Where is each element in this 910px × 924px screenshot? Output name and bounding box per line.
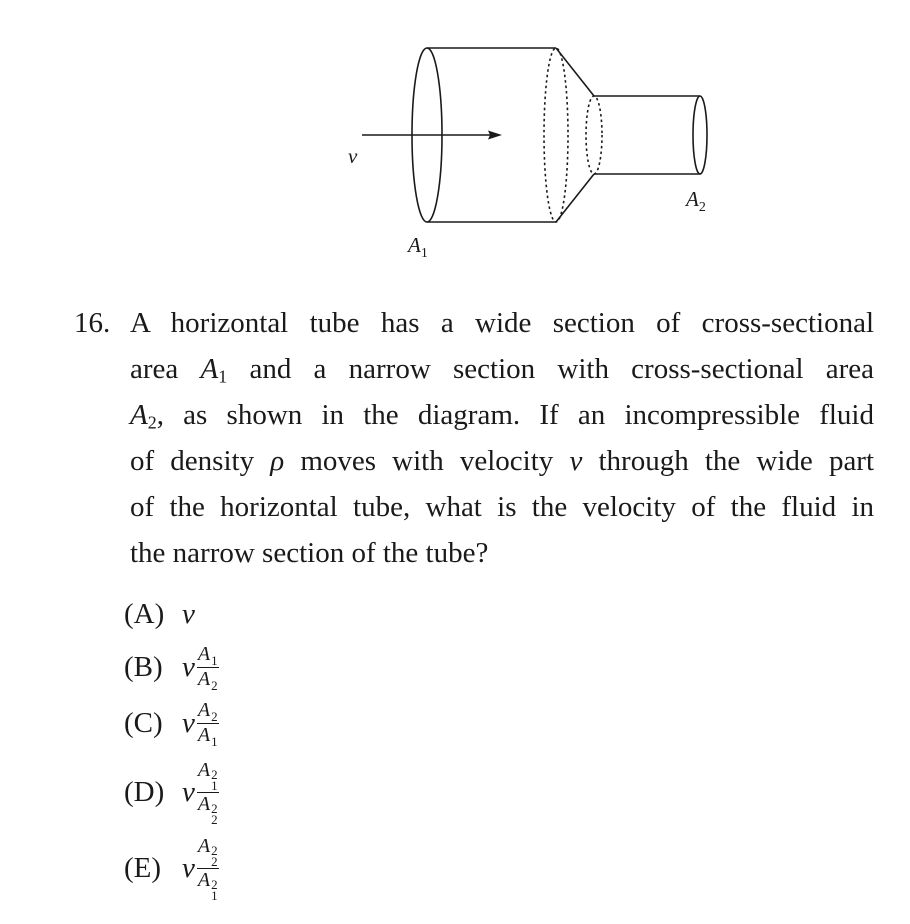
choice-fraction: [197, 700, 219, 747]
choice-letter: (A): [124, 598, 165, 630]
question-line: of density ρ moves with velocity v through the wide part: [130, 445, 875, 477]
question-line: the narrow section of the tube?: [130, 537, 489, 569]
choice-fraction: [197, 644, 219, 691]
fraction-denominator: A 2 2: [197, 793, 218, 827]
choice-fraction: [197, 836, 219, 901]
choice-expression: v: [182, 598, 195, 630]
fraction-denominator: A 2 1: [197, 869, 218, 903]
question-line: area $A_1$ and a narrow section with cross-sectional area: [130, 353, 874, 387]
question-line: of the horizontal tube, what is the velocity of the fluid in: [130, 491, 874, 523]
narrow-section-hidden-rim: [586, 96, 602, 174]
choice-e[interactable]: [124, 836, 219, 901]
fraction-denominator: A2: [197, 668, 218, 693]
choice-c[interactable]: [124, 700, 219, 747]
choice-fraction: [197, 760, 219, 825]
a1-label: $A_1$: [408, 233, 428, 261]
choice-letter: (E): [124, 852, 162, 884]
choice-variable: v: [182, 852, 195, 884]
question-number: 16.: [74, 307, 111, 339]
taper-top-edge: [556, 48, 594, 96]
narrow-section-opening: [693, 96, 707, 174]
wide-section-hidden-rim: [544, 48, 568, 222]
choice-letter: (B): [124, 651, 163, 683]
taper-bottom-edge: [556, 174, 594, 222]
question-line: $A_2$, as shown in the diagram. If an incompressible fluid: [130, 399, 874, 433]
question-line: A horizontal tube has a wide section of cross-sectional: [130, 307, 874, 339]
choice-letter: (D): [124, 776, 165, 808]
choice-variable: v: [182, 707, 195, 739]
fraction-denominator: A1: [197, 724, 218, 749]
choice-variable: v: [182, 651, 195, 683]
choice-d[interactable]: [124, 760, 219, 825]
fraction-numerator: A2: [197, 699, 218, 724]
question-block: [74, 300, 874, 576]
fraction-numerator: A 2 1: [197, 759, 218, 793]
fraction-numerator: A 2 2: [197, 835, 218, 869]
velocity-arrow-head: [488, 131, 502, 140]
a2-label: $A_2$: [686, 187, 706, 215]
fraction-numerator: A1: [197, 643, 218, 668]
velocity-label: v: [348, 144, 358, 168]
question-text: [130, 300, 874, 576]
choice-a[interactable]: [124, 598, 197, 631]
choice-letter: (C): [124, 707, 163, 739]
tube-diagram: [0, 0, 910, 290]
choice-b[interactable]: [124, 644, 219, 691]
choice-variable: v: [182, 776, 195, 808]
